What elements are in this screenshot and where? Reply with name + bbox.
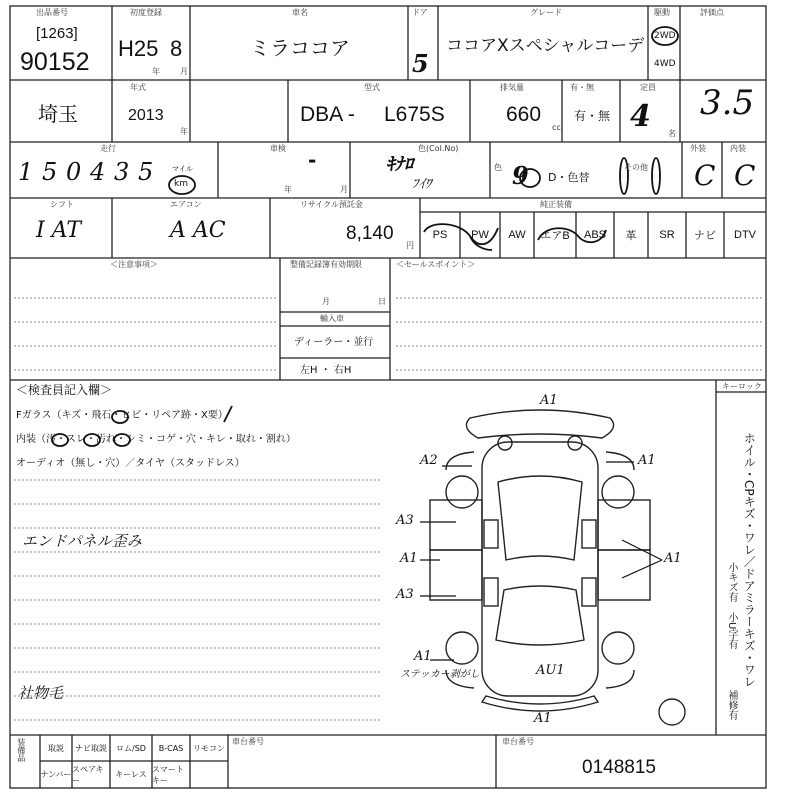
- inspection-month-unit: 月: [340, 185, 348, 194]
- footer-manual: 取説: [48, 743, 64, 753]
- lot-code: [1263]: [36, 25, 78, 42]
- model-year-label: 年式: [130, 83, 146, 92]
- turbo-label: 有・無: [570, 83, 594, 92]
- footer-spare-key: スペアキー: [72, 764, 104, 785]
- drive-4wd: 4WD: [654, 59, 676, 69]
- lot-number: 90152: [20, 48, 90, 76]
- int-grade: C: [734, 159, 756, 192]
- color-change: D・色替: [548, 171, 590, 184]
- footer-keyless: キーレス: [115, 770, 147, 779]
- color-other: その他: [624, 163, 648, 172]
- equipment-label: 純正装備: [540, 200, 572, 209]
- model-prefix: DBA -: [300, 103, 355, 126]
- model-code: L675S: [384, 103, 445, 126]
- damage-mark: A1: [664, 551, 682, 566]
- month-unit: 月: [180, 67, 188, 76]
- key-lock-label: キーロック: [722, 382, 762, 391]
- import-label: 輸入車: [320, 314, 344, 323]
- damage-mark: A1: [534, 711, 552, 726]
- inspector-line-glass: Fガラス（キズ・飛石・ヒビ・リペア跡・X要）: [16, 410, 228, 421]
- displacement: 660: [506, 103, 542, 126]
- dealer-option: ディーラー・並行: [294, 337, 374, 348]
- capacity: 4: [630, 99, 651, 134]
- warranty-day: 日: [378, 297, 386, 306]
- mileage-digit: 1: [18, 158, 34, 186]
- model-year-unit: 年: [180, 127, 188, 136]
- equip-airbag: エアB: [540, 230, 570, 242]
- equip-area-label: 装備品: [16, 738, 26, 762]
- damage-mark: A1: [414, 649, 432, 664]
- equip-dtv: DTV: [734, 229, 756, 241]
- side-small-3: 補修有: [726, 690, 737, 720]
- grade-label: グレード: [530, 8, 562, 17]
- location: 埼玉: [38, 102, 78, 126]
- mileage-unit-mile: マイル: [172, 165, 193, 173]
- equip-aw: AW: [508, 229, 526, 241]
- side-small-2: 小U字有: [726, 612, 737, 650]
- reg-number-label: 車台番号: [232, 737, 264, 746]
- equip-ps: PS: [432, 229, 448, 241]
- first-reg-year: H25: [118, 36, 159, 61]
- doors-label: ドア: [412, 8, 428, 17]
- recycle-fee: 8,140: [346, 223, 394, 244]
- mileage-digits: [18, 158, 156, 186]
- sales-point-label: ＜セールスポイント＞: [396, 260, 476, 269]
- model-year: 2013: [128, 107, 164, 124]
- equip-leather: 革: [625, 230, 637, 242]
- turbo-value: 有・無: [574, 109, 611, 123]
- mileage-digit: 3: [114, 158, 130, 186]
- int-label: 内装: [730, 144, 746, 153]
- color-code: 9: [512, 161, 529, 190]
- drive-2wd: 2WD: [654, 31, 676, 41]
- damage-mark: A2: [420, 453, 438, 468]
- shift-value: I AT: [36, 218, 82, 243]
- yen-unit: 円: [406, 241, 414, 250]
- equip-pw: PW: [471, 229, 489, 241]
- equip-abs: ABS: [583, 229, 606, 241]
- handle-option: 左H ・ 右H: [300, 365, 352, 376]
- damage-mark: AU1: [536, 663, 565, 678]
- frame-number: 0148815: [582, 757, 656, 778]
- doors-value: 5: [412, 49, 429, 78]
- warranty-month: 月: [322, 297, 330, 306]
- score-label: 評価点: [700, 8, 724, 17]
- mileage-label: 走行: [100, 144, 116, 153]
- side-vertical-text: ホイル・CPキズ・ワレ／ドアミラーキズ・ワレ: [742, 432, 757, 688]
- inspection-label: 車検: [270, 144, 286, 153]
- equip-navi: ナビ: [694, 230, 716, 242]
- damage-mark: A1: [638, 453, 656, 468]
- damage-mark: A1: [540, 393, 558, 408]
- mileage-digit: 4: [90, 158, 106, 186]
- year-unit: 年: [152, 67, 160, 76]
- notes-label: ＜注意事項＞: [110, 260, 158, 269]
- warranty-label: 整備記録簿有効期限: [290, 260, 362, 269]
- mileage-digit: 5: [138, 158, 154, 186]
- damage-mark: A1: [400, 551, 418, 566]
- drive-label: 駆動: [654, 8, 670, 17]
- damage-mark: A3: [396, 587, 414, 602]
- footer-navi-manual: ナビ取説: [75, 743, 107, 753]
- grade-value: ココアXスペシャルコーデ: [446, 36, 645, 56]
- shift-label: シフト: [50, 200, 74, 209]
- lot-label: 出品番号: [36, 8, 68, 17]
- footer-rom-sd: ロム/SD: [116, 743, 146, 753]
- sticker-note: ステッカー剥がし: [400, 669, 480, 680]
- footer-remote: リモコン: [193, 743, 225, 753]
- color-handwritten-sub: ﾌｲﾜ: [412, 177, 432, 192]
- inspector-label: ＜検査員記入欄＞: [16, 383, 113, 397]
- handwritten-note-2: 社物毛: [18, 684, 64, 702]
- score-value: 3.5: [700, 83, 755, 123]
- aircon-label: エアコン: [170, 200, 202, 209]
- first-reg-label: 初度登録: [130, 8, 162, 17]
- model-type-label: 型式: [364, 83, 380, 92]
- equip-sr: SR: [659, 229, 675, 241]
- inspection-year-unit: 年: [284, 185, 292, 194]
- mileage-unit-km: km: [174, 179, 188, 189]
- car-name-label: 車名: [292, 8, 308, 17]
- damage-mark: A3: [396, 513, 414, 528]
- ext-label: 外装: [690, 144, 706, 153]
- footer-bcas: B-CAS: [158, 743, 184, 753]
- mileage-digit: 5: [42, 158, 58, 186]
- footer-number: ナンバー: [40, 770, 72, 779]
- ext-grade: C: [694, 159, 716, 192]
- car-name: ミラココア: [250, 36, 350, 60]
- footer-smart-key: スマートキー: [152, 764, 184, 785]
- color-no-label: 色(Col.No): [418, 144, 459, 153]
- recycle-label: リサイクル預託金: [300, 200, 363, 209]
- first-reg-month: 8: [170, 36, 183, 61]
- person-unit: 名: [668, 129, 676, 138]
- frame-number-label: 車台番号: [502, 737, 534, 746]
- capacity-label: 定員: [640, 83, 656, 92]
- inspector-line-interior: 内装（汚・スレ・汚れ・シミ・コゲ・穴・キレ・取れ・割れ）: [16, 434, 296, 445]
- side-small-1: 小キズ有: [726, 562, 737, 602]
- color-handwritten: ｷﾅﾛ: [386, 154, 413, 175]
- handwritten-note-1: エンドパネル歪み: [22, 532, 142, 550]
- inspector-line-audio: オーディオ（無し・穴）／タイヤ（スタッドレス）: [16, 458, 245, 469]
- aircon-value: A AC: [170, 218, 226, 243]
- cc-unit: cc: [552, 123, 561, 132]
- color-label: 色: [494, 163, 502, 172]
- inspection-dash: -: [308, 148, 317, 172]
- mileage-digit: 0: [66, 158, 82, 186]
- displacement-label: 排気量: [500, 83, 524, 92]
